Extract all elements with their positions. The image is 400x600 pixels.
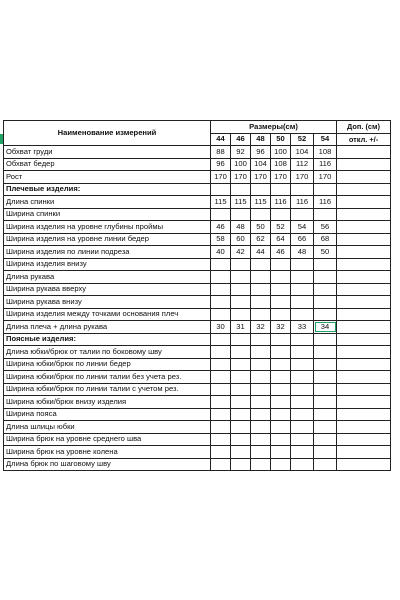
value-cell[interactable] [271,296,291,309]
table-row [4,158,391,171]
value-cell[interactable] [314,208,337,221]
value-cell[interactable]: 116 [314,158,337,171]
table-row [4,321,391,334]
value-cell[interactable] [314,458,337,471]
table-row [4,371,391,384]
value-cell[interactable]: 170 [314,171,337,184]
measurement-name-cell[interactable]: Ширина брюк на уровне колена [4,446,211,459]
value-cell[interactable] [314,308,337,321]
value-cell[interactable] [231,258,251,271]
value-cell[interactable]: 34 [314,321,337,334]
value-cell[interactable] [291,346,314,359]
value-cell[interactable]: 116 [314,196,337,209]
value-cell[interactable] [231,296,251,309]
extra-value-cell[interactable] [337,433,391,446]
table-row [4,271,391,284]
measurements-table [3,120,391,471]
value-cell[interactable] [271,346,291,359]
value-cell[interactable] [211,333,231,346]
value-cell[interactable] [291,358,314,371]
section-row [4,183,391,196]
table-row [4,233,391,246]
table-row [4,396,391,409]
value-cell[interactable]: 104 [251,158,271,171]
value-cell[interactable] [291,421,314,434]
measurement-name-cell[interactable]: Ширина изделия между точками основания плеч [4,308,211,321]
extra-value-cell[interactable] [337,371,391,384]
header-extra-cell[interactable]: Доп. (см) [337,121,391,134]
extra-value-cell[interactable] [337,333,391,346]
table-row [4,421,391,434]
value-cell[interactable] [291,383,314,396]
value-cell[interactable]: 170 [211,171,231,184]
value-cell[interactable] [211,446,231,459]
table-row [4,146,391,159]
value-cell[interactable]: 42 [231,246,251,259]
value-cell[interactable] [231,396,251,409]
value-cell[interactable] [231,208,251,221]
value-cell[interactable] [251,283,271,296]
value-cell[interactable] [291,271,314,284]
value-cell[interactable] [314,333,337,346]
extra-value-cell[interactable] [337,246,391,259]
value-cell[interactable] [291,258,314,271]
extra-value-cell[interactable] [337,233,391,246]
measurement-name-cell[interactable]: Ширина изделия на уровне линии бедер [4,233,211,246]
value-cell[interactable] [314,271,337,284]
value-cell[interactable]: 32 [271,321,291,334]
measurement-name-cell[interactable]: Ширина рукава внизу [4,296,211,309]
table-row [4,383,391,396]
value-cell[interactable] [231,183,251,196]
value-cell[interactable] [211,458,231,471]
extra-value-cell[interactable] [337,158,391,171]
extra-value-cell[interactable] [337,408,391,421]
size-cell[interactable]: 44 [211,133,231,146]
extra-value-cell[interactable] [337,346,391,359]
value-cell[interactable] [314,358,337,371]
measurement-name-cell[interactable]: Длина шлицы юбки [4,421,211,434]
measurement-name-cell[interactable]: Ширина изделия на уровне глубины проймы [4,221,211,234]
value-cell[interactable] [314,346,337,359]
value-cell[interactable] [231,346,251,359]
value-cell[interactable] [271,258,291,271]
table-row [4,208,391,221]
value-cell[interactable] [291,458,314,471]
value-cell[interactable] [251,271,271,284]
header-extra-cell-2[interactable]: откл. +/- [337,133,391,146]
value-cell[interactable] [251,296,271,309]
value-cell[interactable] [211,383,231,396]
value-cell[interactable]: 116 [291,196,314,209]
extra-value-cell[interactable] [337,396,391,409]
value-cell[interactable]: 170 [271,171,291,184]
value-cell[interactable] [211,308,231,321]
header-sizes-cell[interactable]: Размеры(см) [211,121,337,134]
header-row [4,121,391,134]
value-cell[interactable] [251,383,271,396]
size-cell[interactable]: 54 [314,133,337,146]
value-cell[interactable]: 170 [231,171,251,184]
value-cell[interactable] [291,446,314,459]
extra-value-cell[interactable] [337,258,391,271]
value-cell[interactable] [314,283,337,296]
value-cell[interactable] [314,433,337,446]
value-cell[interactable] [314,421,337,434]
value-cell[interactable]: 170 [251,171,271,184]
extra-value-cell[interactable] [337,296,391,309]
measurement-name-cell[interactable]: Ширина спинки [4,208,211,221]
value-cell[interactable] [231,271,251,284]
value-cell[interactable] [291,208,314,221]
value-cell[interactable] [211,371,231,384]
extra-value-cell[interactable] [337,271,391,284]
measurement-name-cell[interactable]: Обхват груди [4,146,211,159]
value-cell[interactable] [271,408,291,421]
measurement-name-cell[interactable]: Ширина юбки/брюк по линии талии с учетом рез. [4,383,211,396]
measurement-name-cell[interactable]: Ширина изделия внизу [4,258,211,271]
value-cell[interactable] [251,358,271,371]
value-cell[interactable]: 64 [271,233,291,246]
section-title-cell[interactable]: Плечевые изделия: [4,183,211,196]
value-cell[interactable]: 48 [291,246,314,259]
value-cell[interactable]: 96 [251,146,271,159]
value-cell[interactable] [251,346,271,359]
table-row [4,308,391,321]
value-cell[interactable] [291,396,314,409]
extra-value-cell[interactable] [337,196,391,209]
measurement-name-cell[interactable]: Ширина юбки/брюк по линии талии без учета рез. [4,371,211,384]
measurement-name-cell[interactable]: Длина брюк по шаговому шву [4,458,211,471]
measurement-name-cell[interactable]: Ширина пояса [4,408,211,421]
value-cell[interactable]: 88 [211,146,231,159]
value-cell[interactable] [251,258,271,271]
value-cell[interactable] [314,371,337,384]
value-cell[interactable] [271,183,291,196]
table-row [4,408,391,421]
value-cell[interactable]: 115 [251,196,271,209]
value-cell[interactable] [291,296,314,309]
table-row [4,433,391,446]
value-cell[interactable]: 100 [271,146,291,159]
value-cell[interactable] [251,333,271,346]
measurement-name-cell[interactable]: Ширина рукава вверху [4,283,211,296]
value-cell[interactable] [231,371,251,384]
table-row [4,346,391,359]
value-cell[interactable] [314,383,337,396]
value-cell[interactable]: 100 [231,158,251,171]
value-cell[interactable]: 92 [231,146,251,159]
value-cell[interactable]: 62 [251,233,271,246]
value-cell[interactable] [231,458,251,471]
value-cell[interactable] [211,346,231,359]
value-cell[interactable] [251,396,271,409]
value-cell[interactable]: 48 [231,221,251,234]
value-cell[interactable] [231,446,251,459]
value-cell[interactable] [211,433,231,446]
value-cell[interactable]: 30 [211,321,231,334]
value-cell[interactable] [251,308,271,321]
value-cell[interactable]: 108 [271,158,291,171]
value-cell[interactable] [314,296,337,309]
extra-value-cell[interactable] [337,321,391,334]
value-cell[interactable] [231,421,251,434]
table-row [4,296,391,309]
value-cell[interactable] [271,333,291,346]
measurement-name-cell[interactable]: Длина плеча + длина рукава [4,321,211,334]
value-cell[interactable] [251,458,271,471]
value-cell[interactable]: 108 [314,146,337,159]
value-cell[interactable] [211,358,231,371]
value-cell[interactable] [211,296,231,309]
value-cell[interactable] [251,433,271,446]
table-row [4,283,391,296]
table-row [4,221,391,234]
value-cell[interactable] [211,408,231,421]
table-row [4,171,391,184]
value-cell[interactable]: 56 [314,221,337,234]
measurement-name-cell[interactable]: Ширина юбки/брюк внизу изделия [4,396,211,409]
value-cell[interactable] [271,458,291,471]
measurement-name-cell[interactable]: Рост [4,171,211,184]
value-cell[interactable] [211,396,231,409]
size-cell[interactable]: 48 [251,133,271,146]
value-cell[interactable] [231,333,251,346]
value-cell[interactable] [211,271,231,284]
table-row [4,246,391,259]
value-cell[interactable] [251,208,271,221]
extra-value-cell[interactable] [337,421,391,434]
value-cell[interactable]: 58 [211,233,231,246]
table-row [4,358,391,371]
extra-value-cell[interactable] [337,183,391,196]
value-cell[interactable] [231,408,251,421]
measurement-name-cell[interactable]: Ширина юбки/брюк по линии бедер [4,358,211,371]
value-cell[interactable] [271,283,291,296]
value-cell[interactable] [251,371,271,384]
measurement-name-cell[interactable]: Длина рукава [4,271,211,284]
value-cell[interactable]: 31 [231,321,251,334]
value-cell[interactable] [314,396,337,409]
value-cell[interactable] [291,308,314,321]
value-cell[interactable]: 115 [211,196,231,209]
value-cell[interactable] [271,383,291,396]
value-cell[interactable]: 46 [211,221,231,234]
value-cell[interactable] [291,333,314,346]
extra-value-cell[interactable] [337,446,391,459]
value-cell[interactable]: 116 [271,196,291,209]
value-cell[interactable] [231,283,251,296]
extra-value-cell[interactable] [337,458,391,471]
value-cell[interactable] [251,446,271,459]
value-cell[interactable] [251,421,271,434]
extra-value-cell[interactable] [337,171,391,184]
value-cell[interactable] [271,358,291,371]
value-cell[interactable]: 33 [291,321,314,334]
size-cell[interactable]: 50 [271,133,291,146]
value-cell[interactable] [211,421,231,434]
extra-value-cell[interactable] [337,358,391,371]
measurement-name-cell[interactable]: Ширина брюк на уровне среднего шва [4,433,211,446]
value-cell[interactable]: 68 [314,233,337,246]
extra-value-cell[interactable] [337,283,391,296]
measurement-name-cell[interactable]: Длина юбки/брюк от талии по боковому шву [4,346,211,359]
value-cell[interactable] [271,396,291,409]
value-cell[interactable] [231,383,251,396]
value-cell[interactable] [314,408,337,421]
table-row [4,258,391,271]
value-cell[interactable] [314,183,337,196]
value-cell[interactable]: 32 [251,321,271,334]
value-cell[interactable] [211,258,231,271]
extra-value-cell[interactable] [337,208,391,221]
size-cell[interactable]: 46 [231,133,251,146]
value-cell[interactable]: 50 [314,246,337,259]
value-cell[interactable] [231,308,251,321]
header-name-cell[interactable]: Наименование измерений [4,121,211,146]
value-cell[interactable] [314,446,337,459]
value-cell[interactable] [291,283,314,296]
value-cell[interactable]: 112 [291,158,314,171]
value-cell[interactable] [231,358,251,371]
extra-value-cell[interactable] [337,383,391,396]
value-cell[interactable] [271,421,291,434]
measurement-name-cell[interactable]: Ширина изделия по линии подреза [4,246,211,259]
measurement-name-cell[interactable]: Обхват бедер [4,158,211,171]
value-cell[interactable] [211,283,231,296]
value-cell[interactable]: 60 [231,233,251,246]
value-cell[interactable] [271,308,291,321]
value-cell[interactable] [271,446,291,459]
value-cell[interactable]: 50 [251,221,271,234]
value-cell[interactable] [211,183,231,196]
table-row [4,458,391,471]
value-cell[interactable] [251,183,271,196]
size-cell[interactable]: 52 [291,133,314,146]
extra-value-cell[interactable] [337,146,391,159]
value-cell[interactable]: 46 [271,246,291,259]
value-cell[interactable] [291,371,314,384]
value-cell[interactable]: 104 [291,146,314,159]
value-cell[interactable] [271,271,291,284]
value-cell[interactable] [291,433,314,446]
value-cell[interactable]: 54 [291,221,314,234]
value-cell[interactable]: 170 [291,171,314,184]
value-cell[interactable] [271,433,291,446]
value-cell[interactable]: 40 [211,246,231,259]
extra-value-cell[interactable] [337,221,391,234]
section-title-cell[interactable]: Поясные изделия: [4,333,211,346]
value-cell[interactable] [291,408,314,421]
section-row [4,333,391,346]
table-row [4,196,391,209]
table-row [4,446,391,459]
value-cell[interactable] [271,208,291,221]
value-cell[interactable] [231,433,251,446]
value-cell[interactable] [211,208,231,221]
value-cell[interactable] [271,371,291,384]
value-cell[interactable] [291,183,314,196]
value-cell[interactable]: 115 [231,196,251,209]
value-cell[interactable]: 44 [251,246,271,259]
extra-value-cell[interactable] [337,308,391,321]
value-cell[interactable]: 52 [271,221,291,234]
value-cell[interactable] [314,258,337,271]
measurement-name-cell[interactable]: Длина спинки [4,196,211,209]
value-cell[interactable]: 96 [211,158,231,171]
value-cell[interactable] [251,408,271,421]
value-cell[interactable]: 66 [291,233,314,246]
